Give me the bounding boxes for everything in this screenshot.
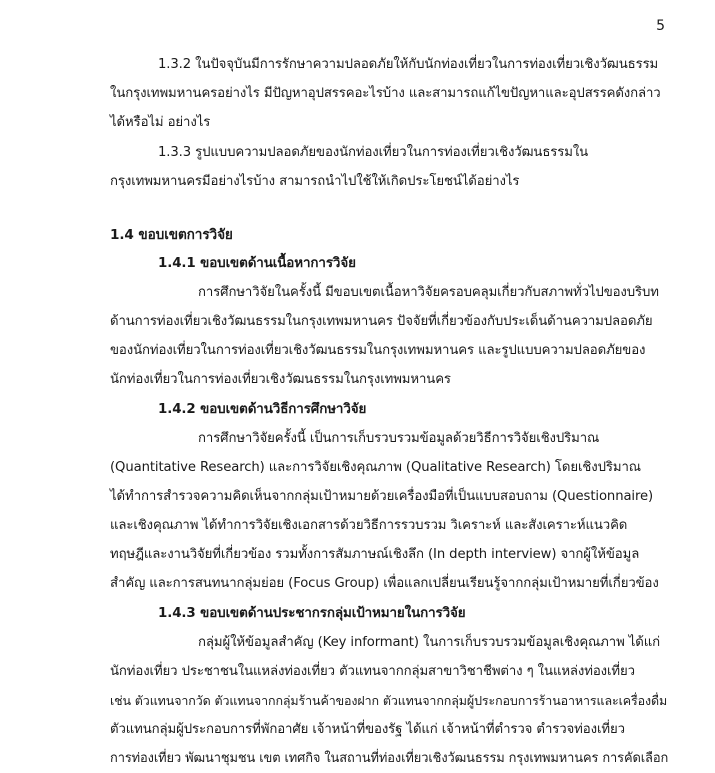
- s143-line-1: กลุ่มผู้ให้ข้อมูลสำคัญ (Key informant) ในการเก็บรวบรวมข้อมูลเชิงคุณภาพ ได้แก่: [198, 635, 661, 650]
- q132-line-3: ได้หรือไม่ อย่างไร: [110, 115, 211, 130]
- s141-line-3: ของนักท่องเที่ยวในการท่องเที่ยวเชิงวัฒนธรรมในกรุงเทพมหานคร และรูปแบบความปลอดภัยของ: [110, 343, 646, 358]
- s142-line-1: การศึกษาวิจัยครั้งนี้ เป็นการเก็บรวบรวมข้อมูลด้วยวิธีการวิจัยเชิงปริมาณ: [198, 431, 600, 446]
- s143-line-5: การท่องเที่ยว พัฒนาชุมชน เขต เทศกิจ ในสถานที่ท่องเที่ยวเชิงวัฒนธรรม กรุงเทพมหานคร การคัดเลือก: [110, 751, 669, 766]
- q133-line-1: 1.3.3 รูปแบบความปลอดภัยของนักท่องเที่ยวในการท่องเที่ยวเชิงวัฒนธรรมใน: [158, 145, 589, 160]
- s143-line-3: เช่น ตัวแทนจากวัด ตัวแทนจากกลุ่มร้านค้าของฝาก ตัวแทนจากกลุ่มผู้ประกอบการร้านอาหารและเครื่องดื่ม: [110, 693, 668, 708]
- s141-line-4: นักท่องเที่ยวในการท่องเที่ยวเชิงวัฒนธรรมในกรุงเทพมหานคร: [110, 372, 451, 387]
- s142-line-6: สำคัญ และการสนทนากลุ่มย่อย (Focus Group) เพื่อแลกเปลี่ยนเรียนรู้จากกลุ่มเป้าหมายที่เกี่ยวข้อง: [110, 576, 659, 591]
- subsection-title-1-4-3: 1.4.3 ขอบเขตด้านประชากรกลุ่มเป้าหมายในการวิจัย: [158, 606, 466, 621]
- s143-line-2: นักท่องเที่ยว ประชาชนในแหล่งท่องเที่ยว ตัวแทนจากกลุ่มสาขาวิชาชีพต่าง ๆ ในแหล่งท่องเที่ยว: [110, 664, 635, 679]
- section-title-1-4: 1.4 ขอบเขตการวิจัย: [110, 227, 233, 243]
- subsection-title-1-4-1: 1.4.1 ขอบเขตด้านเนื้อหาการวิจัย: [158, 256, 356, 271]
- s142-line-2: (Quantitative Research) และการวิจัยเชิงคุณภาพ (Qualitative Research) โดยเชิงปริมาณ: [110, 460, 641, 475]
- page-number: 5: [656, 18, 665, 34]
- s142-line-5: ทฤษฎีและงานวิจัยที่เกี่ยวข้อง รวมทั้งการสัมภาษณ์เชิงลึก (In depth interview) จากผู้ให้ข้อมูล: [110, 547, 640, 562]
- s141-line-2: ด้านการท่องเที่ยวเชิงวัฒนธรรมในกรุงเทพมหานคร ปัจจัยที่เกี่ยวข้องกับประเด็นด้านความปลอดภัย: [110, 314, 653, 329]
- subsection-title-1-4-2: 1.4.2 ขอบเขตด้านวิธีการศึกษาวิจัย: [158, 402, 367, 417]
- q132-line-1: 1.3.2 ในปัจจุบันมีการรักษาความปลอดภัยให้กับนักท่องเที่ยวในการท่องเที่ยวเชิงวัฒนธรรม: [158, 57, 659, 72]
- s143-line-4: ตัวแทนกลุ่มผู้ประกอบการที่พักอาศัย เจ้าหน้าที่ของรัฐ ได้แก่ เจ้าหน้าที่ตำรวจ ตำรวจท่องเที่ยว: [110, 722, 625, 737]
- s142-line-4: และเชิงคุณภาพ ได้ทำการวิจัยเชิงเอกสารด้วยวิธีการรวบรวม วิเคราะห์ และสังเคราะห์แนวคิด: [110, 518, 628, 533]
- q132-line-2: ในกรุงเทพมหานครอย่างไร มีปัญหาอุปสรรคอะไรบ้าง และสามารถแก้ไขปัญหาและอุปสรรคดังกล่าว: [110, 86, 661, 101]
- q133-line-2: กรุงเทพมหานครมีอย่างไรบ้าง สามารถนำไปใช้ให้เกิดประโยชน์ได้อย่างไร: [110, 174, 520, 189]
- s142-line-3: ได้ทำการสำรวจความคิดเห็นจากกลุ่มเป้าหมายด้วยเครื่องมือที่เป็นแบบสอบถาม (Questionnaire): [110, 489, 654, 504]
- s141-line-1: การศึกษาวิจัยในครั้งนี้ มีขอบเขตเนื้อหาวิจัยครอบคลุมเกี่ยวกับสภาพทั่วไปของบริบท: [198, 285, 659, 300]
